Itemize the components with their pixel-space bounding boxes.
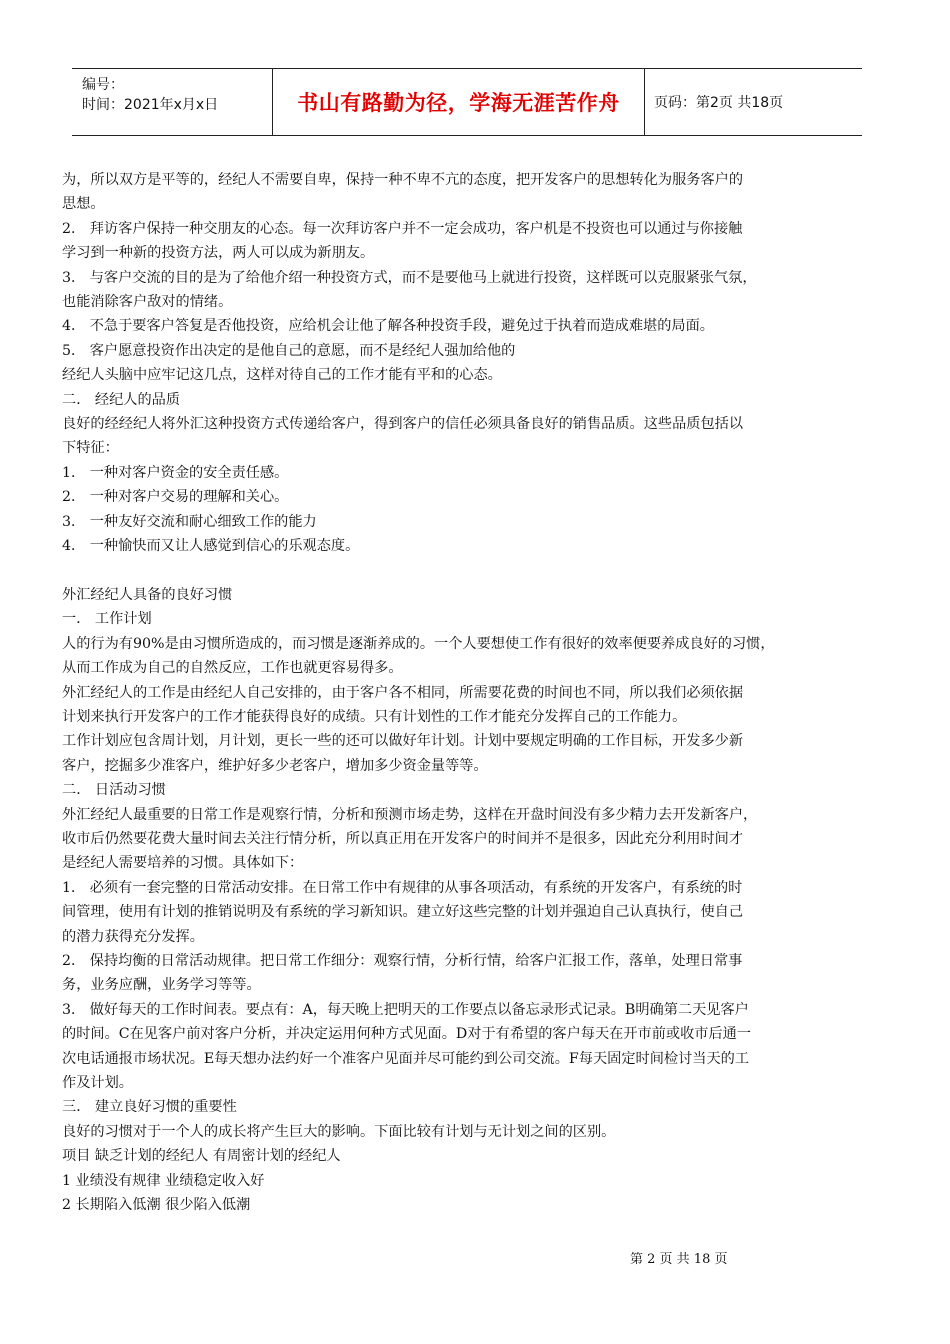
text-line: 3． 与客户交流的目的是为了给他介绍一种投资方式，而不是要他马上就进行投资，这样既可以克服紧张气氛， xyxy=(62,269,757,286)
text-line: 的潜力获得充分发挥。 xyxy=(62,928,204,945)
text-line: 4． 一种愉快而又让人感觉到信心的乐观态度。 xyxy=(62,538,360,555)
text-line: 1． 一种对客户资金的安全责任感。 xyxy=(62,464,289,481)
text-line: 良好的经经纪人将外汇这种投资方式传递给客户，得到客户的信任必须具备良好的销售品质。这些品质包括以 xyxy=(62,416,744,433)
text-line: 收市后仍然要花费大量时间去关注行情分析，所以真正用在开发客户的时间并不是很多，因此充分利用时间才 xyxy=(62,830,744,847)
text-line: 2． 保持均衡的日常活动规律。把日常工作细分：观察行情，分析行情，给客户汇报工作，落单，处理日常事 xyxy=(62,952,743,969)
text-line: 思想。 xyxy=(62,196,105,213)
text-line: 外汇经纪人的工作是由经纪人自己安排的，由于客户各不相同，所需要花费的时间也不同，所以我们必须依据 xyxy=(62,684,744,701)
text-line: 间管理，使用有计划的推销说明及有系统的学习新知识。建立好这些完整的计划并强迫自己认真执行，使自己 xyxy=(62,904,744,921)
text-line: 外汇经纪人最重要的日常工作是观察行情，分析和预测市场走势，这样在开盘时间没有多少精力去开发新客户， xyxy=(62,806,758,823)
text-line: 3． 一种友好交流和耐心细致工作的能力 xyxy=(62,513,317,530)
header-meta xyxy=(82,75,218,115)
text-line: 次电话通报市场状况。E每天想办法约好一个准客户见面并尽可能约到公司交流。F每天固定时间检讨当天的工 xyxy=(62,1050,750,1067)
header-page-number: 页码：第2页 共18页 xyxy=(654,95,784,111)
text-line: 作及计划。 xyxy=(62,1075,133,1092)
text-line: 2． 一种对客户交易的理解和关心。 xyxy=(62,489,289,506)
text-line: 良好的习惯对于一个人的成长将产生巨大的影响。下面比较有计划与无计划之间的区别。 xyxy=(62,1123,616,1140)
serial-label: 编号： xyxy=(82,77,124,93)
blank-line xyxy=(62,559,882,583)
text-line: 下特征： xyxy=(62,440,119,457)
text-line: 二． 经纪人的品质 xyxy=(62,391,181,408)
text-line: 一． 工作计划 xyxy=(62,611,152,628)
text-line: 3． 做好每天的工作时间表。要点有：A，每天晚上把明天的工作要点以备忘录形式记录。B明确第二天见客户 xyxy=(62,1001,749,1018)
text-line: 也能消除客户敌对的情绪。 xyxy=(62,294,233,311)
text-line: 1 业绩没有规律 业绩稳定收入好 xyxy=(62,1172,265,1189)
text-line: 为，所以双方是平等的，经纪人不需要自卑，保持一种不卑不亢的态度，把开发客户的思想转化为服务客户的 xyxy=(62,172,744,188)
text-line: 5． 客户愿意投资作出决定的是他自己的意愿，而不是经纪人强加给他的 xyxy=(62,342,516,359)
text-line: 务，业务应酬，业务学习等等。 xyxy=(62,977,261,994)
text-line: 三． 建立良好习惯的重要性 xyxy=(62,1099,237,1116)
text-line: 计划来执行开发客户的工作才能获得良好的成绩。只有计划性的工作才能充分发挥自己的工作能力。 xyxy=(62,708,687,725)
text-line: 2 长期陷入低潮 很少陷入低潮 xyxy=(62,1197,251,1214)
text-line: 客户，挖掘多少准客户，维护好多少老客户，增加多少资金量等等。 xyxy=(62,757,488,774)
text-line: 外汇经纪人具备的良好习惯 xyxy=(62,586,233,603)
body-text xyxy=(62,168,882,1217)
text-line: 从而工作成为自己的自然反应，工作也就更容易得多。 xyxy=(62,660,403,677)
text-line: 4． 不急于要客户答复是否他投资，应给机会让他了解各种投资手段，避免过于执着而造成难堪的局面。 xyxy=(62,318,714,335)
text-line: 是经纪人需要培养的习惯。具体如下： xyxy=(62,855,304,872)
text-line: 人的行为有90%是由习惯所造成的，而习惯是逐渐养成的。一个人要想使工作有很好的效率便要养成良好的习惯， xyxy=(62,635,775,652)
text-line: 项目 缺乏计划的经纪人 有周密计划的经纪人 xyxy=(62,1148,341,1165)
text-line: 经纪人头脑中应牢记这几点，这样对待自己的工作才能有平和的心态。 xyxy=(62,367,502,384)
text-line: 1． 必须有一套完整的日常活动安排。在日常工作中有规律的从事各项活动，有系统的开发客户，有系统的时 xyxy=(62,879,743,896)
text-line: 学习到一种新的投资方法，两人可以成为新朋友。 xyxy=(62,245,375,262)
text-line: 二． 日活动习惯 xyxy=(62,782,166,799)
page-header xyxy=(72,68,862,136)
text-line: 工作计划应包含周计划，月计划，更长一些的还可以做好年计划。计划中要规定明确的工作目标，开发多少新 xyxy=(62,733,744,750)
header-divider xyxy=(644,69,645,135)
text-line: 的时间。C在见客户前对客户分析，并决定运用何种方式见面。D对于有希望的客户每天在开市前或收市后通一 xyxy=(62,1026,752,1043)
header-motto: 书山有路勤为径，学海无涯苦作舟 xyxy=(297,91,620,115)
page-footer: 第 2 页 共 18 页 xyxy=(630,1252,728,1267)
time-label: 时间：2021年x月x日 xyxy=(82,97,219,113)
text-line: 2． 拜访客户保持一种交朋友的心态。每一次拜访客户并不一定会成功，客户机是不投资也可以通过与你接触 xyxy=(62,220,743,237)
